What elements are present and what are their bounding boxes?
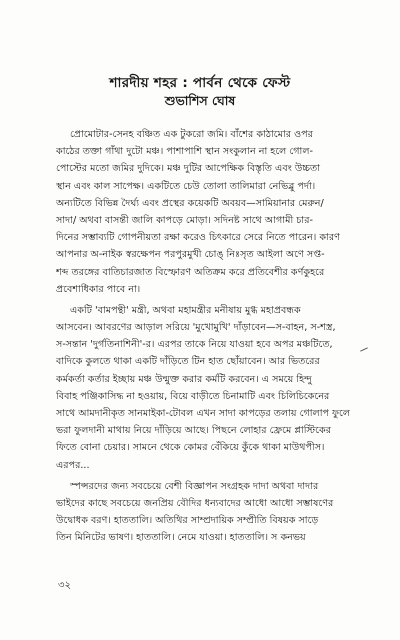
margin-pencil-mark [360, 347, 368, 351]
body-line: ফিতে বোনা চেয়ার। সামনে থেকে কোমর বেঁকিয়ে কুঁকে থাকা মাউথপীস। [56, 442, 325, 454]
body-line: আপনার অ-নাইক স্বরক্ষেপন পরপুরমুখী চোঙ্ নিঃসৃত আইলা অণে সপ্ত- [56, 249, 325, 261]
page-number: ৩২ [58, 580, 72, 591]
body-line: বাদিকে কুলতে থাকা একটি দাঁড়িতে টিন হাত ছোঁয়াবেন। আর ভিতরের [56, 356, 320, 368]
article-title: শারদীয় শহর : পার্বন থেকে ফেস্ট [109, 75, 291, 91]
body-line: প্রবেশাধিকার পাবে না। [56, 283, 141, 295]
body-line: শব্দ তরঙ্গের বাতিচারজাত বিস্ফোরণ অতিক্রম করে প্রতিবেশীর কর্ণকুহরে [56, 266, 325, 278]
body-line: স্থান এবং কাল সাপেক্ষ। একটিতে চেউ তোলা তালিমারা নেভিব্লু পর্দা। [56, 180, 316, 192]
body-line: ভরা ফুলদানী মাথায় নিয়ে দাঁড়িয়ে আছে। পিছনে লোহার ফ্রেমে প্লাস্টিকের [56, 425, 331, 437]
body-line: একটি 'বামপন্থী' মন্ত্রী, অথবা মহামন্ত্রীর মনীষায় মুগ্ধ মহাপ্রবন্ধক [70, 304, 301, 316]
body-line: প্রোমোটার-সেনহ বঞ্চিত এক টুকরো জমি। বাঁশের কাঠামোর ওপর [70, 129, 313, 140]
article-author: শুভাশিস ঘোষ [164, 93, 236, 108]
body-line: অন্যটিতে বিভিন্ন দৈর্ঘ্য এবং প্রস্থের কয়েকটি অবয়ব—সামিয়ানার মেরুন/ [56, 197, 324, 209]
body-line: বিবাহ পঞ্জিকাসিদ্ধ না হওয়ায়, বিয়ে বাড়ীতে চিনামাটি এবং চিলিচিকেনের [56, 390, 330, 402]
body-line: কাঠের তক্তা গাঁথা দুটো মঞ্চ। পাশাপাশি স্থান সংকুলান না হলে গোল- [56, 146, 313, 158]
body-line: দিনের সম্ভাব্যটি গোপনীয়তা রক্ষা করেও চিৎকারে সেরে নিতে পারেন। কারণ [56, 232, 340, 244]
body-line: স্পন্সরদের জন্য সবচেয়ে বেশী বিজ্ঞাপন সংগ্রহক দাদা অথবা দাদার [70, 480, 319, 492]
body-line: কর্মকর্তা কর্তার ইচ্ছায় মঞ্চ উন্মুক্ত করার কর্মটি করবেন। এ সময়ে হিন্দু [56, 373, 312, 385]
body-line: স-সন্তান 'দুর্গতিনাশিনী'-র। এরপর তাকে নিয়ে যাওয়া হবে অপর মঞ্চটিতে, [56, 339, 333, 351]
body-line: পোস্টের মতো জমির দুদিকে। মঞ্চ দুটির আপেক্ষিক বিস্তৃতি এবং উচ্চতা [56, 163, 321, 175]
body-line: সাথে আমদানীকৃত সানমাইকা-টোবল এখন সাদা কাপড়ের তলায় গোলাপ ফুলে [56, 408, 351, 419]
body-line: আসবেন। আবরণের আড়াল সরিয়ে 'মুখোমুখি' দাঁড়াবেন—স-বাহন, স-শস্ত্র, [56, 322, 336, 334]
body-line: সাদা/ অথবা বাসন্তী জালি কাপড়ে মোড়া। সদিনষ্ট সাথে আগামী চার- [56, 214, 313, 226]
body-line: তিন মিনিটের ভাষণ। হাততালি। নেমে যাওয়া। হাততালি। স কনভয় [56, 532, 306, 544]
body-line: ভাইদের কাছে সবচেয়ে জনপ্রিয় বৌদির ধন্যবাদের আধো আধো সম্ভাষণের [56, 497, 334, 509]
body-line: উদ্বোধক বরণ। হাততালি। অতিথির সাম্প্রদায়িক সম্প্রীতি বিষয়ক সাড়ে [56, 515, 319, 527]
article-body [56, 126, 356, 547]
body-line: এরপর... [56, 459, 90, 471]
